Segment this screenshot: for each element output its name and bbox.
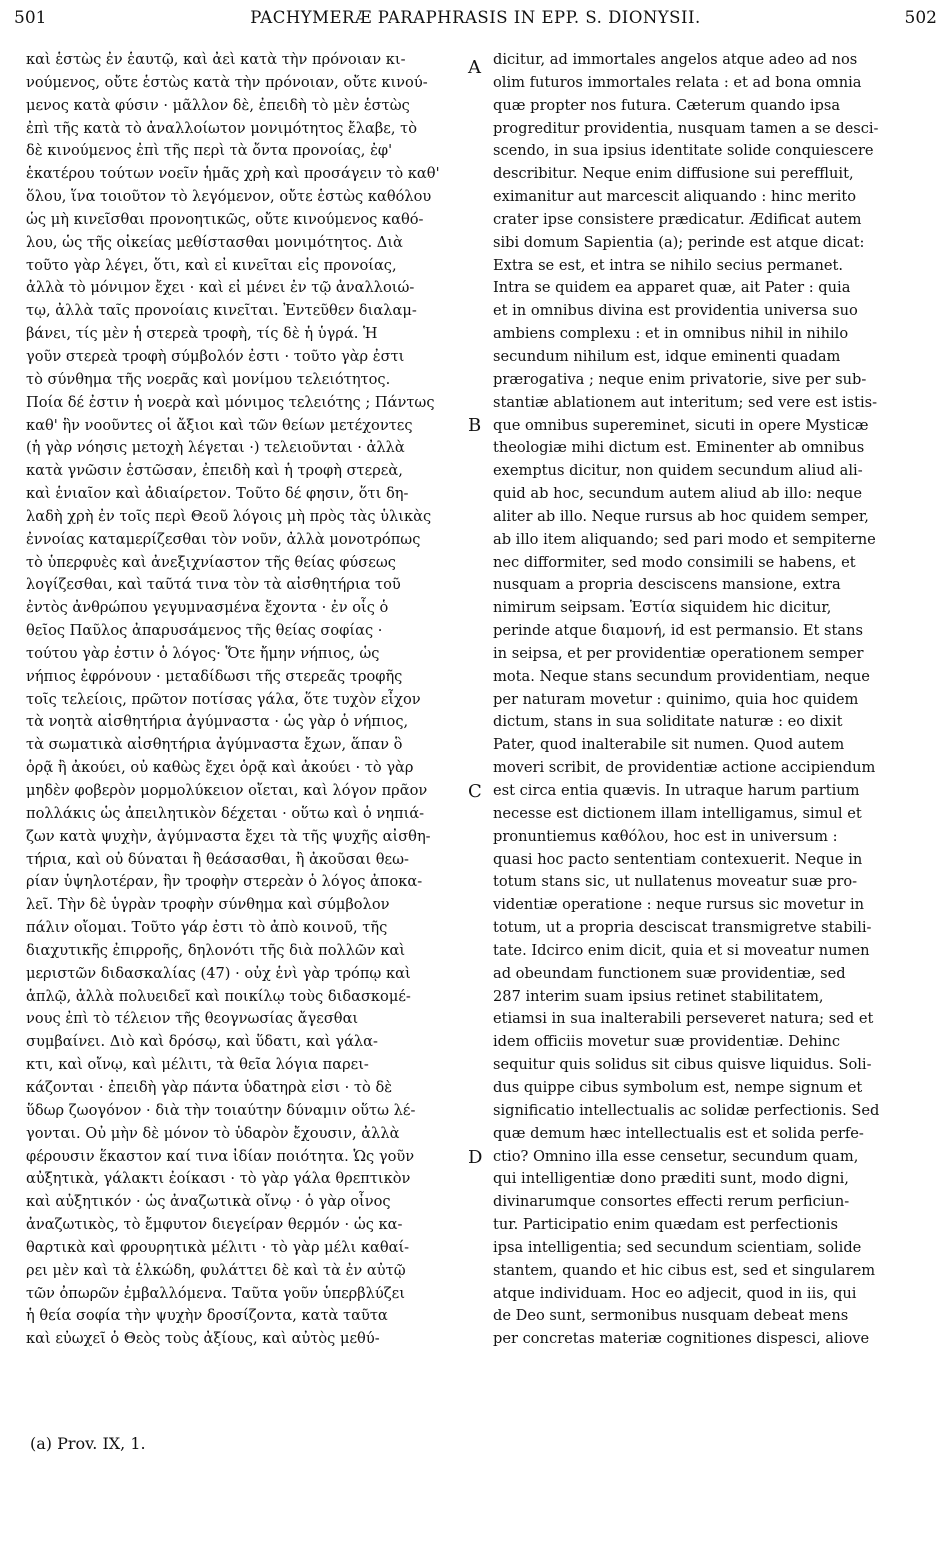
greek-text-line: τούτου γὰρ ἐστιν ὁ λόγος· Ὅτε ἤμην νήπιος, ὡς — [26, 644, 380, 662]
latin-text-line: in seipsa, et per providentiæ operationem semper — [493, 644, 864, 662]
greek-text-line: πάλιν οἴομαι. Τοῦτο γάρ ἐστι τὸ ἀπὸ κοινοῦ, τῆς — [26, 919, 388, 937]
latin-text-line: nusquam a propria desciscens mansione, extra — [493, 576, 841, 594]
greek-text-line: θεῖος Παῦλος ἀπαρυσάμενος τῆς θείας σοφίας · — [26, 622, 383, 640]
latin-text-line: etiamsi in sua inalterabili perseveret natura; sed et — [493, 1010, 874, 1028]
latin-text-line: crater ipse consistere prædicatur. Ædificat autem — [493, 210, 862, 228]
latin-text-line: per concretas materiæ cognitiones dispesci, aliove — [493, 1330, 870, 1348]
greek-text-line: μενος κατὰ φύσιν · μᾶλλον δὲ, ἐπειδὴ τὸ μὲν ἑστὼς — [26, 96, 410, 114]
greek-text-line: λου, ὡς τῆς οἰκείας μεθίστασθαι μονιμότητος. Διὰ — [26, 233, 403, 251]
latin-text-line: exemptus dicitur, non quidem secundum aliud ali- — [493, 462, 863, 480]
latin-text-line: totum, ut a propria desciscat transmigretve stabili- — [493, 919, 872, 937]
greek-text-line: τὸ σύνθημα τῆς νοερᾶς καὶ μονίμου τελειότητος. — [26, 370, 391, 388]
greek-text-line: καὶ αὐξητικόν · ὡς ἀναζωτικὰ οἴνῳ · ὁ γὰρ οἶνος — [26, 1193, 391, 1211]
greek-text-line: ὡς μὴ κινεῖσθαι προνοητικῶς, οὔτε κινούμενος καθό- — [26, 210, 424, 228]
greek-text-line: συμβαίνει. Διὸ καὶ δρόσῳ, καὶ ὕδατι, καὶ γάλα- — [26, 1033, 378, 1051]
latin-text-line: dus quippe cibus symbolum est, nempe signum et — [493, 1078, 863, 1096]
greek-text-line: (ἡ γὰρ νόησις μετοχὴ λέγεται ·) τελειοῦνται · ἀλλὰ — [26, 439, 405, 457]
latin-text-line: quæ demum hæc intellectualis est et solida perfe- — [493, 1124, 864, 1142]
latin-text-line: prærogativa ; neque enim privatorie, sive per sub- — [493, 370, 867, 388]
greek-text-line: καὶ εὐωχεῖ ὁ Θεὸς τοὺς ἀξίους, καὶ αὐτὸς μεθύ- — [26, 1330, 380, 1348]
greek-text-line: αὐξητικὰ, γάλακτι ἐοίκασι · τὸ γὰρ γάλα θρεπτικὸν — [26, 1170, 411, 1188]
margin-letter-b: B — [468, 415, 482, 436]
greek-text-line: μηδὲν φοβερὸν μορμολύκειον οἴεται, καὶ λόγον πρᾶον — [26, 782, 428, 799]
greek-text-line: καθ' ἣν νοοῦντες οἱ ἄξιοι καὶ τῶν θείων μετέχοντες — [26, 416, 413, 434]
latin-text-line: mota. Neque stans secundum providentiam, neque — [493, 667, 870, 685]
latin-text-line: perinde atque διαμονή, id est permansio. Et stans — [493, 622, 863, 640]
latin-text-line: describitur. Neque enim diffusione sui pereffluit, — [493, 165, 854, 183]
margin-letter-a: A — [468, 57, 481, 78]
latin-text-line: quid ab hoc, secundum autem aliud ab illo: neque — [493, 485, 862, 503]
greek-text-line: δὲ κινούμενος ἐπὶ τῆς περὶ τὰ ὄντα προνοίας, ἐφ' — [26, 142, 393, 160]
greek-text-line: τῶν ὀπωρῶν ἐμβαλλόμενα. Ταῦτα γοῦν ὑπερβλύζει — [26, 1284, 405, 1302]
latin-text-line: aliter ab illo. Neque rursus ab hoc quidem semper, — [493, 507, 869, 525]
latin-text-line: significatio intellectualis ac solidæ perfectionis. Sed — [493, 1101, 880, 1119]
margin-letter-c: C — [468, 781, 482, 802]
latin-text-line: quæ propter nos futura. Cæterum quando ipsa — [493, 96, 841, 114]
greek-text-line: θαρτικὰ καὶ φρουρητικὰ μέλιτι · τὸ γὰρ μέλι καθαί- — [26, 1238, 410, 1256]
greek-text-line: κτι, καὶ οἴνῳ, καὶ μέλιτι, τὰ θεῖα λόγια παρει- — [26, 1056, 369, 1074]
footnote: (a) Prov. IX, 1. — [30, 1434, 146, 1453]
greek-text-line: ἐννοίας καταμερίζεσθαι τὸν νοῦν, ἀλλὰ μονοτρόπως — [26, 530, 421, 548]
greek-text-line: νους ἐπὶ τὸ τέλειον τῆς θεογνωσίας ἄγεσθαι — [26, 1010, 359, 1028]
left-page-number: 501 — [14, 8, 47, 28]
latin-text-line: stantiæ ablationem aut interitum; sed vere est istis- — [493, 393, 878, 411]
latin-text-line: qui intelligentiæ dono præditi sunt, modo digni, — [493, 1170, 849, 1188]
latin-text-line: theologiæ mihi dictum est. Eminenter ab omnibus — [493, 439, 865, 457]
greek-text-line: ζων κατὰ ψυχὴν, ἀγύμναστα ἔχει τὰ τῆς ψυχῆς αἰσθη- — [26, 827, 431, 845]
latin-text-line: atque individuam. Hoc eo adjecit, quod in iis, qui — [493, 1284, 857, 1302]
running-title: PACHYMERÆ PARAPHRASIS IN EPP. S. DIONYSII. — [250, 8, 701, 27]
greek-text-line: ἀλλὰ τὸ μόνιμον ἔχει · καὶ εἰ μένει ἐν τῷ ἀναλλοιώ- — [26, 279, 415, 297]
latin-text-line: de Deo sunt, sermonibus nusquam debeat mens — [493, 1307, 849, 1325]
greek-text-line: ρει μὲν καὶ τὰ ἑλκώδη, φυλάττει δὲ καὶ τὰ ἐν αὐτῷ — [26, 1261, 406, 1279]
latin-text-line: stantem, quando et hic cibus est, sed et singularem — [493, 1261, 876, 1279]
greek-text-line: λαδὴ χρὴ ἐν τοῖς περὶ Θεοῦ λόγοις μὴ πρὸς τὰς ὑλικὰς — [26, 507, 432, 525]
greek-text-line: πολλάκις ὡς ἀπειλητικὸν δέχεται · οὕτω καὶ ὁ νηπιά- — [26, 804, 425, 822]
latin-text-line: sibi domum Sapientia (a); perinde est atque dicat: — [493, 233, 865, 251]
greek-text-line: φέρουσιν ἕκαστον καί τινα ἰδίαν ποιότητα. Ὡς γοῦν — [26, 1147, 415, 1165]
greek-text-line: ὕδωρ ζωογόνον · διὰ τὴν τοιαύτην δύναμιν οὕτω λέ- — [26, 1101, 416, 1119]
greek-text-line: νήπιος ἐφρόνουν · μεταδίδωσι τῆς στερεᾶς τροφῆς — [26, 667, 403, 685]
greek-text-line: ἁπλῷ, ἀλλὰ πολυειδεῖ καὶ ποικίλῳ τοὺς διδασκομέ- — [26, 987, 411, 1005]
greek-text-line: τὰ νοητὰ αἰσθητήρια ἀγύμναστα · ὡς γὰρ ὁ νήπιος, — [26, 713, 409, 731]
greek-text-line: τοῦτο γὰρ λέγει, ὅτι, καὶ εἰ κινεῖται εἰς προνοίας, — [26, 256, 397, 274]
greek-text-line: καὶ ἑστὼς ἐν ἑαυτῷ, καὶ ἀεὶ κατὰ τὴν πρόνοιαν κι- — [26, 51, 406, 68]
greek-text-line: ἐντὸς ἀνθρώπου γεγυμνασμένα ἔχοντα · ἐν οἷς ὁ — [26, 599, 389, 617]
latin-text-line: dictum, stans in sua soliditate naturæ : eo dixit — [493, 713, 843, 731]
latin-text-line: tate. Idcirco enim dicit, quia et si moveatur numen — [493, 941, 870, 959]
greek-text-column — [26, 49, 463, 1351]
latin-text-line: que omnibus supereminet, sicuti in opere Mysticæ — [493, 416, 869, 434]
latin-text-line: olim futuros immortales relata : et ad bona omnia — [493, 73, 862, 91]
latin-text-line: per naturam movetur : quinimo, quia hoc quidem — [493, 690, 859, 708]
latin-text-line: progreditur providentia, nusquam tamen a se desci- — [493, 119, 879, 137]
latin-text-line: totum stans sic, ut nullatenus moveatur suæ pro- — [493, 873, 858, 891]
greek-text-line: μεριστῶν διδασκαλίας (47) · οὐχ ἑνὶ γὰρ τρόπῳ καὶ — [26, 964, 411, 982]
greek-text-line: ἀναζωτικὸς, τὸ ἔμφυτον διεγείραν θερμόν · ὡς κα- — [26, 1216, 403, 1234]
latin-text-line: quasi hoc pacto sententiam contexuerit. Neque in — [493, 850, 863, 868]
latin-text-line: nec difformiter, sed modo consimili se habens, et — [493, 553, 856, 571]
greek-text-line: διαχυτικῆς ἐπιρροῆς, δηλονότι τῆς διὰ πολλῶν καὶ — [26, 941, 406, 959]
latin-text-line: ad obeundam functionem suæ providentiæ, sed — [493, 964, 846, 982]
latin-text-line: dicitur, ad immortales angelos atque adeo ad nos — [493, 51, 858, 68]
latin-text-line: tur. Participatio enim quædam est perfectionis — [493, 1216, 838, 1234]
page-header — [14, 8, 937, 38]
latin-text-line: Extra se est, et intra se nihilo secius permanet. — [493, 256, 844, 274]
greek-text-line: ἑκατέρου τούτων νοεῖν ἡμᾶς χρὴ καὶ προσάγειν τὸ καθ' — [26, 165, 440, 183]
greek-text-line: τὸ ὑπερφυὲς καὶ ἀνεξιχνίαστον τῆς θείας φύσεως — [26, 553, 396, 571]
greek-text-line: ἐπὶ τῆς κατὰ τὸ ἀναλλοίωτον μονιμότητος ἔλαβε, τὸ — [26, 119, 418, 137]
greek-text-line: Ποία δέ ἐστιν ἡ νοερὰ καὶ μόνιμος τελειότης ; Πάντως — [26, 393, 435, 411]
greek-text-line: γοῦν στερεὰ τροφὴ σύμβολόν ἐστι · τοῦτο γὰρ ἐστι — [26, 347, 405, 365]
greek-text-line: κάζονται · ἐπειδὴ γὰρ πάντα ὑδατηρὰ εἰσι · τὸ δὲ — [26, 1078, 393, 1096]
greek-text-line: γονται. Οὐ μὴν δὲ μόνον τὸ ὑδαρὸν ἔχουσιν, ἀλλὰ — [26, 1124, 400, 1142]
latin-text-line: necesse est dictionem illam intelligamus, simul et — [493, 804, 862, 822]
latin-text-line: ctio? Omnino illa esse censetur, secundum quam, — [493, 1147, 859, 1165]
greek-text-line: ρίαν ὑψηλοτέραν, ἣν τροφὴν στερεὰν ὁ λόγος ἀποκα- — [26, 873, 423, 891]
greek-text-line: βάνει, τίς μὲν ἡ στερεὰ τροφὴ, τίς δὲ ἡ ὑγρά. Ἡ — [26, 325, 378, 343]
greek-text-line: τήρια, καὶ οὐ δύναται ἢ θεάσασθαι, ἢ ἀκοῦσαι θεω- — [26, 850, 409, 868]
latin-text-column — [493, 49, 930, 1351]
latin-text-line: ambiens complexu : et in omnibus nihil in nihilo — [493, 325, 849, 343]
latin-text-line: moveri scribit, de providentiæ actione accipiendum — [493, 759, 876, 777]
latin-text-line: 287 interim suam ipsius retinet stabilitatem, — [493, 987, 824, 1005]
latin-text-line: scendo, in sua ipsius identitate solide conquiescere — [493, 142, 874, 160]
greek-text-line: λογίζεσθαι, καὶ ταῦτά τινα τὸν τὰ αἰσθητήρια τοῦ — [26, 576, 401, 594]
latin-text-line: secundum nihilum est, idque eminenti quadam — [493, 347, 841, 365]
latin-text-line: eximanitur aut marcescit aliquando : hinc merito — [493, 188, 857, 206]
latin-text-line: idem officiis movetur suæ providentiæ. Dehinc — [493, 1033, 841, 1051]
latin-text-line: Pater, quod inalterabile sit numen. Quod autem — [493, 736, 845, 754]
greek-text-line: λεῖ. Τὴν δὲ ὑγρὰν τροφὴν σύνθημα καὶ σύμβολον — [26, 896, 390, 914]
latin-text-line: ab illo item aliquando; sed pari modo et sempiterne — [493, 530, 876, 548]
latin-text-line: divinarumque consortes effecti rerum perficiun- — [493, 1193, 850, 1211]
latin-text-line: ipsa intelligentia; sed secundum scientiam, solide — [493, 1238, 862, 1256]
greek-text-line: τῳ, ἀλλὰ ταῖς προνοίαις κινεῖται. Ἐντεῦθεν διαλαμ- — [26, 302, 417, 320]
margin-letter-d: D — [468, 1147, 483, 1168]
latin-text-line: videntiæ operatione : neque rursus sic movetur in — [493, 896, 865, 914]
latin-text-line: et in omnibus divina est providentia universa suo — [493, 302, 858, 320]
margin-section-letters — [464, 49, 492, 1249]
right-page-number: 502 — [904, 8, 937, 28]
greek-text-line: νούμενος, οὔτε ἑστὼς κατὰ τὴν πρόνοιαν, οὔτε κινού- — [26, 73, 428, 91]
latin-text-line: pronuntiemus καθόλου, hoc est in universum : — [493, 827, 838, 845]
greek-text-line: ἡ θεία σοφία τὴν ψυχὴν δροσίζοντα, κατὰ ταῦτα — [26, 1307, 388, 1325]
greek-text-line: καὶ ἑνιαῖον καὶ ἀδιαίρετον. Τοῦτο δέ φησιν, ὅτι δη- — [26, 485, 409, 503]
greek-text-line: ὁρᾷ ἢ ἀκούει, οὐ καθὼς ἔχει ὁρᾷ καὶ ἀκούει · τὸ γὰρ — [26, 759, 414, 777]
latin-text-line: est circa entia quævis. In utraque harum partium — [493, 782, 860, 799]
greek-text-line: κατὰ γνῶσιν ἑστῶσαν, ἐπειδὴ καὶ ἡ τροφὴ στερεὰ, — [26, 462, 403, 480]
greek-text-line: τὰ σωματικὰ αἰσθητήρια ἀγύμναστα ἔχων, ἅπαν ὃ — [26, 736, 403, 754]
greek-text-line: τοῖς τελείοις, πρῶτον ποτίσας γάλα, ὅτε τυχὸν εἶχον — [26, 690, 421, 708]
latin-text-line: sequitur quis solidus sit cibus quisve liquidus. Soli- — [493, 1056, 872, 1074]
latin-text-line: nimirum seipsam. Ἑστία siquidem hic dicitur, — [493, 599, 832, 617]
latin-text-line: Intra se quidem ea apparet quæ, ait Pater : quia — [493, 279, 851, 297]
greek-text-line: ὅλου, ἵνα τοιοῦτον τὸ λεγόμενον, οὔτε ἑστὼς καθόλου — [26, 188, 432, 206]
